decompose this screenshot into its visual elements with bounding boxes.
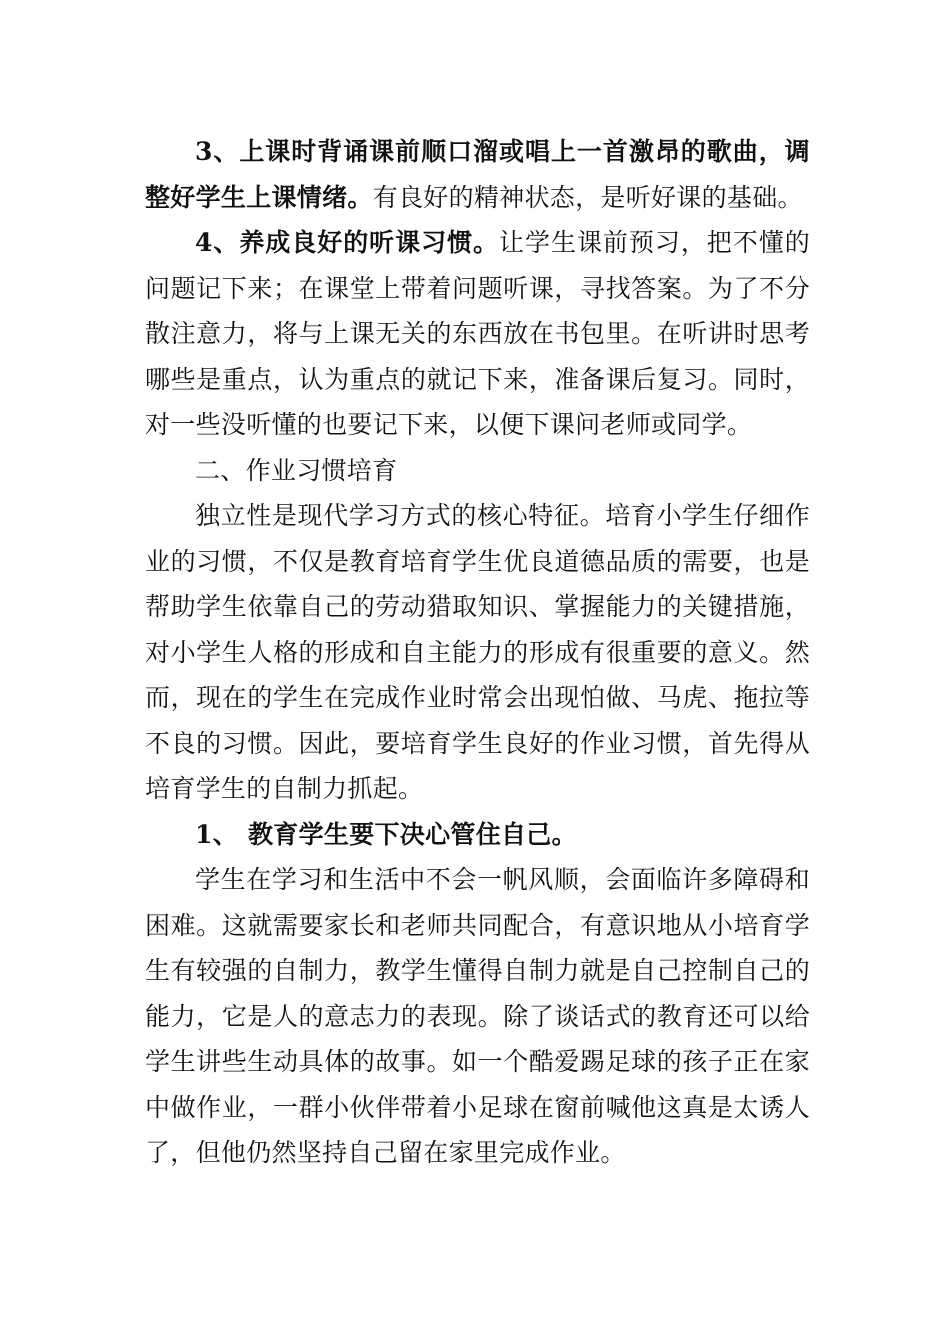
paragraph-listening-habit <box>145 220 810 448</box>
paragraph-class-mood-body: 有良好的精神状态，是听好课的基础。 <box>372 182 803 212</box>
paragraph-listening-habit-lead: 4、养成良好的听课习惯。 <box>195 228 500 257</box>
paragraph-class-mood <box>145 129 810 220</box>
paragraph-listening-habit-body: 让学生课前预习，把不懂的问题记下来；在课堂上带着问题听课，寻找答案。为了不分散注意力，将与上课无关的东西放在书包里。在听讲时思考哪些是重点，认为重点的就记下来，准备课后复习。同时，对一些没听懂的也要记下来，以便下课问老师或同学。 <box>145 228 810 439</box>
paragraph-self-control-story: 学生在学习和生活中不会一帆风顺，会面临许多障碍和困难。这就需要家长和老师共同配合，有意识地从小培育学生有较强的自制力，教学生懂得自制力就是自己控制自己的能力，它是人的意志力的表现。除了谈话式的教育还可以给学生讲些生动具体的故事。如一个酷爱踢足球的孩子正在家中做作业，一群小伙伴带着小足球在窗前喊他这真是太诱人了，但他仍然坚持自己留在家里完成作业。 <box>145 865 810 1167</box>
sub-heading-self-control <box>145 812 810 858</box>
document-page <box>145 129 810 1176</box>
sub-heading-number: 1、 <box>195 819 238 849</box>
sub-heading-text: 教育学生要下决心管住自己。 <box>248 819 577 849</box>
paragraph-class-mood-lead: 3、上课时背诵课前顺口溜或唱上一首激昂的歌曲，调整好学生上课情绪。 <box>145 137 810 212</box>
paragraph-independence: 独立性是现代学习方式的核心特征。培育小学生仔细作业的习惯，不仅是教育培育学生优良道德品质的需要，也是帮助学生依靠自己的劳动猎取知识、掌握能力的关键措施，对小学生人格的形成和自主能力的形成有很重要的意义。然而，现在的学生在完成作业时常会出现怕做、马虎、拖拉等不良的习惯。因此，要培育学生良好的作业习惯，首先得从培育学生的自制力抓起。 <box>145 501 810 803</box>
section-heading-homework: 二、作业习惯培育 <box>195 455 398 485</box>
